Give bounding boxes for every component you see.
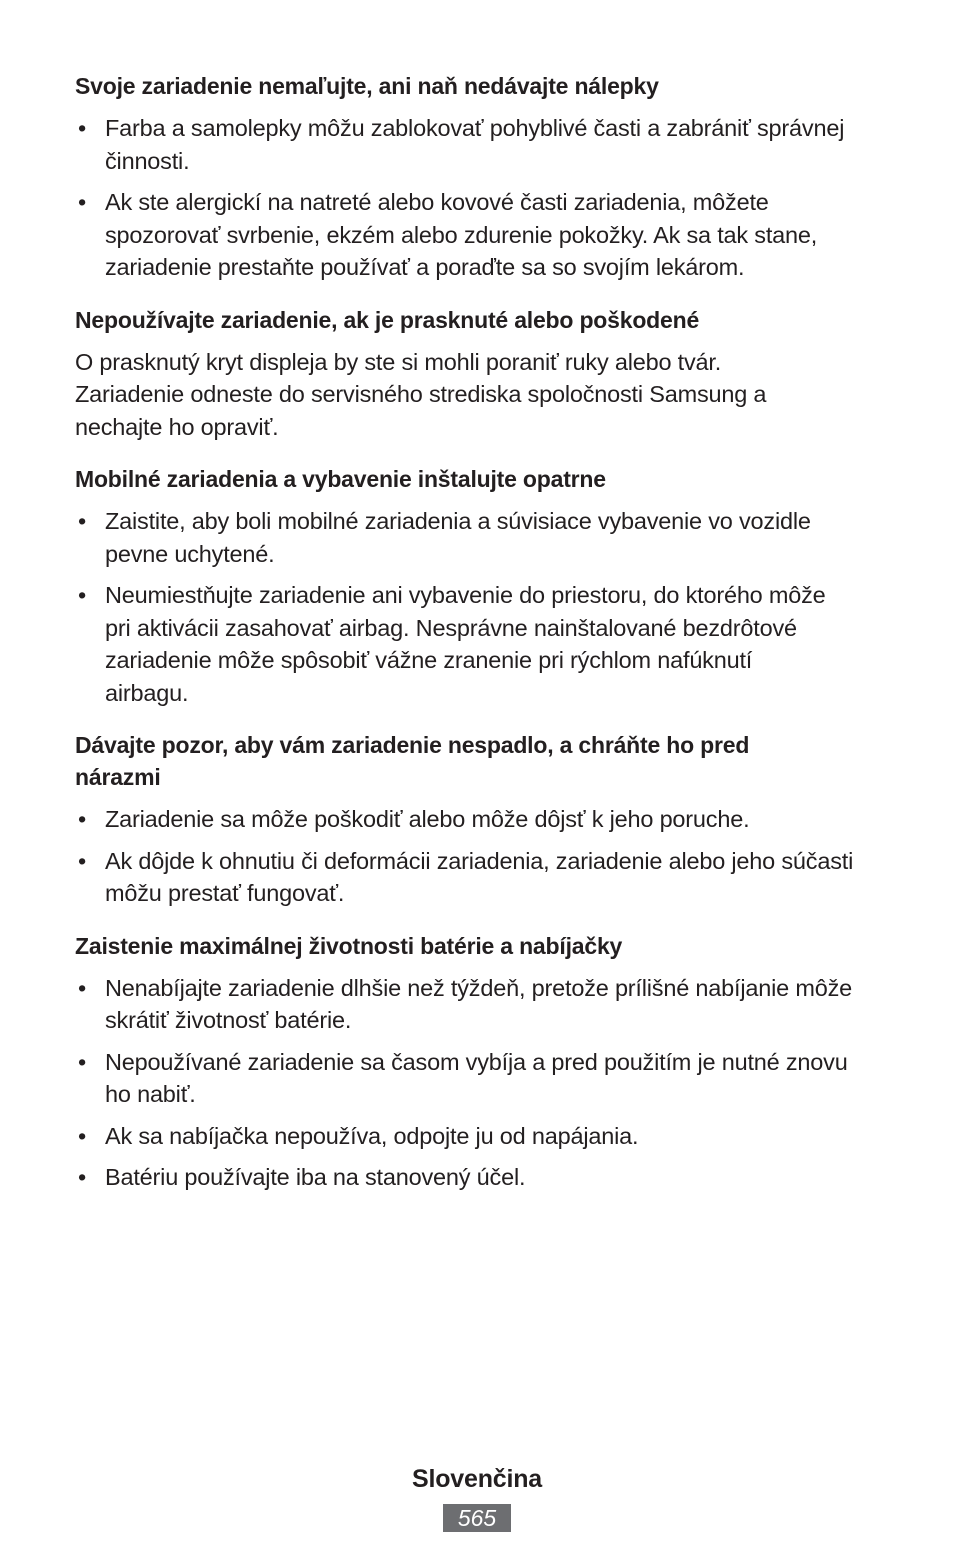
- section-heading: Zaistenie maximálnej životnosti batérie a nabíjačky: [75, 932, 623, 959]
- list-item: [75, 1120, 875, 1153]
- bullet-list: [75, 972, 875, 1194]
- section-heading: Nepoužívajte zariadenie, ak je prasknuté alebo poškodené: [75, 306, 700, 333]
- section-paragraph: O prasknutý kryt displeja by ste si mohli poraniť ruky alebo tvár. Zariadenie odneste do servisného strediska spoločnosti Samsung a nechajte ho opraviť.: [75, 348, 767, 440]
- section-mobile-installation: [75, 463, 875, 709]
- bullet-icon: •: [78, 1164, 87, 1190]
- bullet-icon: •: [78, 974, 87, 1001]
- bullet-icon: •: [78, 508, 87, 534]
- bullet-icon: •: [78, 1048, 87, 1075]
- list-item: [75, 579, 835, 709]
- bullet-icon: •: [78, 1122, 87, 1149]
- list-item-text: Batériu používajte iba na stanovený účel.: [105, 1164, 526, 1190]
- list-item-text: Ak ste alergickí na natreté alebo kovové časti zariadenia, môžete spozorovať svrbenie, ekzém alebo zdurenie pokožky. Ak sa tak stane, zariadenie prestaňte používať a poraďte sa so svojím lekárom.: [105, 189, 818, 280]
- section-no-paint-stickers: [75, 70, 875, 284]
- list-item-text: Zaistite, aby boli mobilné zariadenia a súvisiace vybavenie vo vozidle pevne uchytené.: [105, 508, 811, 567]
- list-item-text: Zariadenie sa môže poškodiť alebo môže dôjsť k jeho poruche.: [105, 806, 750, 832]
- list-item-text: Ak sa nabíjačka nepoužíva, odpojte ju od napájania.: [105, 1122, 639, 1149]
- list-item: [75, 1046, 875, 1111]
- list-item-text: Nenabíjajte zariadenie dlhšie než týždeň, pretože prílišné nabíjanie môže skrátiť životnosť batérie.: [105, 974, 853, 1033]
- bullet-icon: •: [78, 189, 87, 215]
- list-item-text: Neumiestňujte zariadenie ani vybavenie do priestoru, do ktorého môže pri aktivácii zasahovať airbag. Nesprávne nainštalované bezdrôtové zariadenie môže spôsobiť vážne zranenie pri rýchlom nafúknutí airbagu.: [105, 582, 826, 706]
- footer-language: Slovenčina: [412, 1465, 542, 1493]
- list-item: [75, 845, 875, 910]
- bullet-icon: •: [78, 582, 87, 608]
- section-battery-life: [75, 930, 875, 1194]
- list-item: [75, 112, 875, 177]
- bullet-list: [75, 803, 875, 910]
- section-heading: Svoje zariadenie nemaľujte, ani naň nedávajte nálepky: [75, 73, 659, 99]
- section-drop-protection: [75, 729, 875, 910]
- list-item-text: Nepoužívané zariadenie sa časom vybíja a pred použitím je nutné znovu ho nabiť.: [105, 1048, 848, 1107]
- bullet-icon: •: [78, 806, 87, 832]
- bullet-icon: •: [78, 847, 87, 874]
- section-cracked-device: [75, 304, 875, 444]
- document-body: [75, 70, 875, 1214]
- list-item: [75, 505, 875, 570]
- list-item-text: Farba a samolepky môžu zablokovať pohyblivé časti a zabrániť správnej činnosti.: [105, 115, 845, 174]
- section-heading: Dávajte pozor, aby vám zariadenie nespadlo, a chráňte ho pred nárazmi: [75, 732, 750, 790]
- list-item: [75, 1161, 875, 1194]
- page-footer: [0, 1461, 954, 1532]
- list-item: [75, 972, 875, 1037]
- bullet-list: [75, 112, 875, 284]
- bullet-list: [75, 505, 875, 709]
- list-item: [75, 803, 875, 836]
- page-number-badge: 565: [443, 1504, 511, 1532]
- bullet-icon: •: [78, 115, 87, 141]
- section-heading: Mobilné zariadenia a vybavenie inštalujte opatrne: [75, 466, 606, 492]
- list-item: [75, 186, 875, 284]
- list-item-text: Ak dôjde k ohnutiu či deformácii zariadenia, zariadenie alebo jeho súčasti môžu prestať fungovať.: [105, 847, 854, 906]
